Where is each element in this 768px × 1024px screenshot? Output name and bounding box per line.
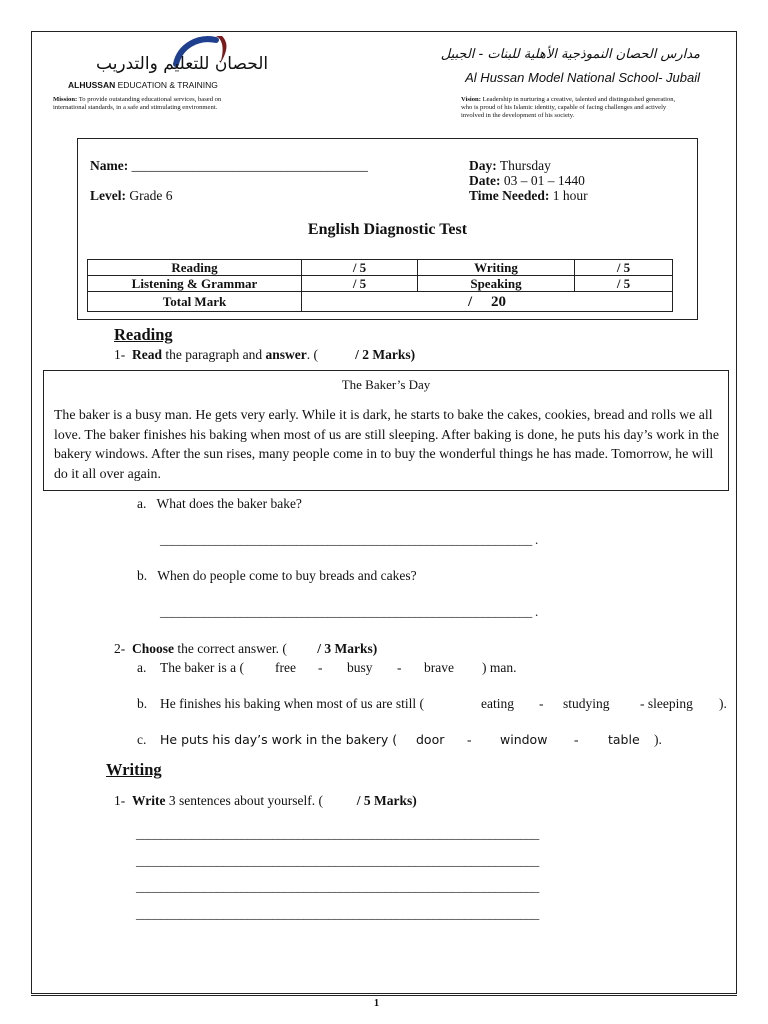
name-field[interactable]: Name: ___________________________________ [90,158,368,173]
reading-question-1: 1- Read the paragraph and answer. ( / 2 Marks) [114,347,416,362]
writing-score: / 5 [575,260,673,276]
option-busy[interactable]: busy [347,660,373,675]
choice-a-letter: a. [137,660,147,675]
vision-statement: Vision: Leadership in nurturing a creative, talented and distinguished generation, who is proud of his Islamic identity, capable of facing challenges and actively involved in the development of his society. [461,96,676,119]
reading-heading: Reading [114,325,173,344]
table-row [88,292,673,312]
table-row [88,276,673,292]
choice-b-text: He finishes his baking when most of us are still ( [160,696,424,711]
time-needed-field: Time Needed: 1 hour [469,188,588,203]
page-number: 1 [373,998,380,1009]
option-door[interactable]: door [416,732,445,747]
test-title: English Diagnostic Test [307,221,468,238]
school-name-arabic: مدارس الحصان النموذجية الأهلية للبنات - الجبيل [440,47,700,62]
option-separator: - [318,660,323,675]
reading-score: / 5 [302,260,418,276]
marks-table [87,259,673,312]
option-free[interactable]: free [275,660,296,675]
writing-line-3[interactable]: _________________________________________________________________ [136,879,540,894]
option-separator: - [467,732,472,747]
mission-statement: Mission: To provide outstanding educational services, based on international standards, in a safe and stimulating environment. [53,96,222,111]
choice-c-letter: c. [137,732,147,747]
choice-a-text: The baker is a ( [160,660,244,675]
choice-b-letter: b. [137,696,148,711]
choice-c-end: ). [654,732,662,747]
level-field: Level: Grade 6 [90,188,173,203]
total-mark-value: / 20 [302,292,673,312]
writing-line-2[interactable]: _________________________________________________________________ [136,853,540,868]
table-row [88,260,673,276]
passage-title: The Baker’s Day [341,377,431,392]
total-mark-label: Total Mark [88,292,302,312]
writing-heading: Writing [106,760,162,779]
question-b: b. When do people come to buy breads and cakes? [137,568,417,583]
option-separator: - [539,696,544,711]
logo-english-text: ALHUSSAN EDUCATION & TRAINING [68,80,218,90]
question-a: a. What does the baker bake? [137,496,302,511]
answer-line-b[interactable]: ____________________________________________________________ . [160,604,538,619]
writing-question-1: 1- Write 3 sentences about yourself. ( / 5 Marks) [114,793,417,808]
choice-a-end: ) man. [482,660,517,675]
option-eating[interactable]: eating [481,696,514,711]
reading-label: Reading [88,260,302,276]
option-brave[interactable]: brave [424,660,454,675]
passage-text: The baker is a busy man. He gets very early. While it is dark, he starts to bake the cakes, cookies, bread and rolls we all love. The baker finishes his baking when most of us are still sleeping. After baking is done, he puts his day’s work in the bakery windows. After the sun rises, many people come in to buy the wonderful things he has made. Tomorrow, he will do it all over again. [54,407,719,481]
logo-arabic-text: الحصان للتعليم والتدريب [96,54,269,74]
listening-label: Listening & Grammar [88,276,302,292]
listening-score: / 5 [302,276,418,292]
page-border-double [31,993,737,996]
option-studying[interactable]: studying [563,696,610,711]
school-name-english: Al Hussan Model National School- Jubail [465,70,700,85]
date-field: Date: 03 – 01 – 1440 [469,173,585,188]
option-sleeping[interactable]: - sleeping [640,696,693,711]
option-table[interactable]: table [608,732,640,747]
choice-c-text: He puts his day’s work in the bakery ( [160,732,398,747]
day-field: Day: Thursday [469,158,551,173]
answer-line-a[interactable]: ____________________________________________________________ . [160,532,538,547]
reading-question-2: 2- Choose the correct answer. ( / 3 Marks) [114,641,378,656]
option-separator: - [574,732,579,747]
writing-label: Writing [418,260,575,276]
speaking-label: Speaking [418,276,575,292]
option-window[interactable]: window [500,732,548,747]
choice-b-end: ). [719,696,727,711]
option-separator: - [397,660,402,675]
writing-line-4[interactable]: _________________________________________________________________ [136,906,540,921]
speaking-score: / 5 [575,276,673,292]
writing-line-1[interactable]: _________________________________________________________________ [136,826,540,841]
